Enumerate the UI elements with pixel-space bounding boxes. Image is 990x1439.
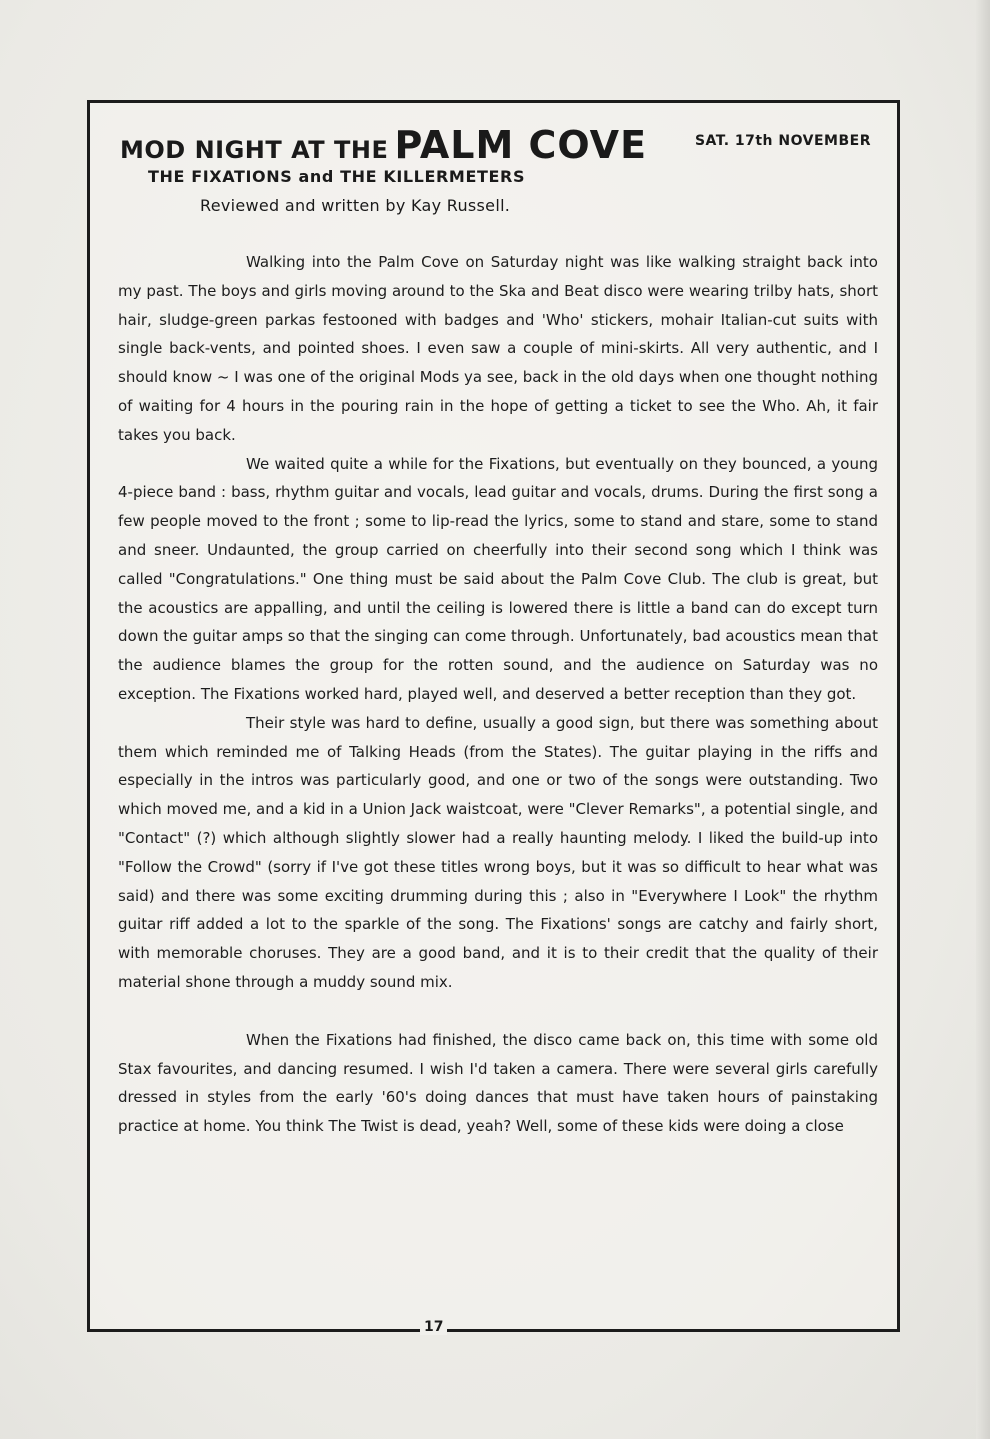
article-frame — [87, 100, 900, 1335]
title-venue: PALM COVE — [394, 123, 648, 167]
paragraph: When the Fixations had finished, the disco came back on, this time with some old Stax favourites, and dancing resumed. I wish I'd taken a camera. There were several girls carefully dressed in styles from the early '60's doing dances that must have taken hours of painstaking practice at home. You think The Twist is dead, yeah? Well, some of these kids were doing a close — [118, 1030, 878, 1136]
byline: Reviewed and written by Kay Russell. — [200, 196, 511, 215]
event-date: SAT. 17th NOVEMBER — [694, 133, 871, 149]
band-names: THE FIXATIONS and THE KILLERMETERS — [148, 167, 526, 186]
paragraph: Walking into the Palm Cove on Saturday night was like walking straight back into my past. The boys and girls moving around to the Ska and Beat disco were wearing trilby hats, short hair, sludge-green parkas festooned with badges and 'Who' stickers, mohair Italian-cut suits with single back-vents, and pointed shoes. I even saw a couple of mini-skirts. All very authentic, and I should know ~ I was one of the original Mods ya see, back in the old days when one thought nothing of waiting for 4 hours in the pouring rain in the hope of getting a ticket to see the Who. Ah, it fair takes you back. — [118, 253, 878, 444]
paragraph: Their style was hard to define, usually a good sign, but there was something about them which reminded me of Talking Heads (from the States). The guitar playing in the riffs and especially in the intros was particularly good, and one or two of the songs were outstanding. Two which moved me, and a kid in a Union Jack waistcoat, were "Clever Remarks", a potential single, and "Contact" (?) which although slightly slower had a really haunting melody. I liked the build-up into "Follow the Crowd" (sorry if I've got these titles wrong boys, but it was so difficult to hear what was said) and there was some exciting drumming during this ; also in "Everywhere I Look" the rhythm guitar riff added a lot to the sparkle of the song. The Fixations' songs are catchy and fairly short, with memorable choruses. They are a good band, and it is to their credit that the quality of their material shone through a muddy sound mix. — [118, 713, 878, 991]
title-prefix: MOD NIGHT AT THE — [120, 136, 389, 164]
page-spine-shadow — [976, 0, 990, 1439]
page-number: 17 — [420, 1319, 447, 1335]
paragraph: We waited quite a while for the Fixations, but eventually on they bounced, a young 4-piece band : bass, rhythm guitar and vocals, lead guitar and vocals, drums. During the first song a few people moved to the front ; some to lip-read the lyrics, some to stand and stare, some to stand and sneer. Undaunted, the group carried on cheerfully into their second song which I think was called "Congratulations." One thing must be said about the Palm Cove Club. The club is great, but the acoustics are appalling, and until the ceiling is lowered there is little a band can do except turn down the guitar amps so that the singing can come through. Unfortunately, bad acoustics mean that the audience blames the group for the rotten sound, and the audience on Saturday was no exception. The Fixations worked hard, played well, and deserved a better reception than they got. — [118, 454, 878, 703]
article-body — [118, 248, 878, 1141]
